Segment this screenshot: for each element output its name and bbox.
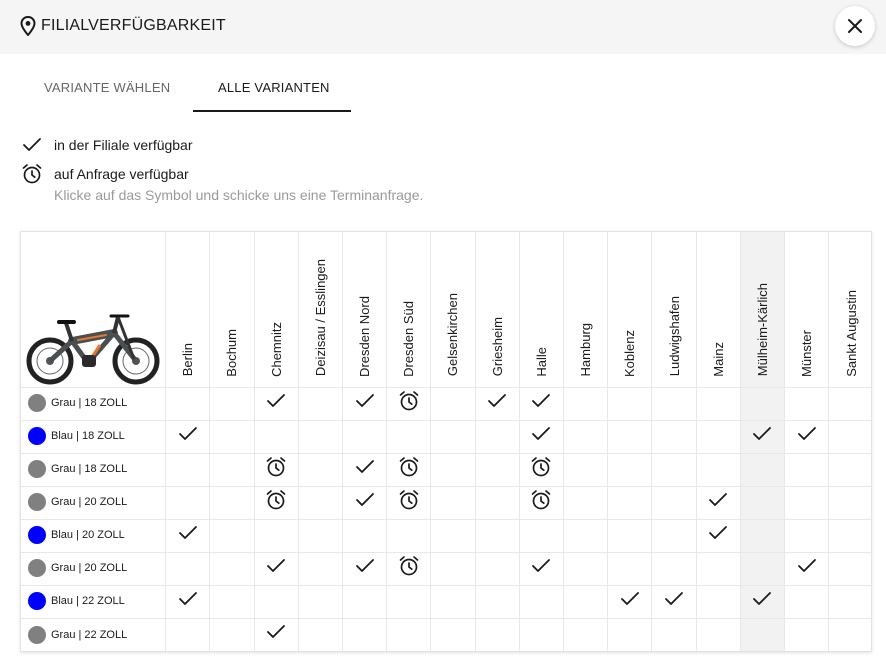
checkmark-icon: [797, 426, 817, 447]
checkmark-icon: [355, 459, 375, 480]
availability-cell: [519, 552, 563, 585]
availability-cell: [740, 420, 784, 453]
table-row: [21, 486, 872, 519]
availability-cell: [254, 420, 298, 453]
availability-cell: [431, 486, 475, 519]
availability-cell: [298, 387, 342, 420]
availability-cell: [298, 519, 342, 552]
availability-cell: [740, 486, 784, 519]
availability-cell: [564, 420, 608, 453]
availability-cell: [785, 387, 829, 420]
availability-table: [20, 231, 872, 652]
availability-cell: [342, 585, 386, 618]
checkmark-icon: [22, 137, 42, 153]
availability-cell: [475, 585, 519, 618]
availability-cell: [475, 420, 519, 453]
store-header-dresden-sued: [387, 232, 431, 387]
availability-cell: [431, 420, 475, 453]
availability-cell: [475, 486, 519, 519]
availability-cell: [829, 585, 872, 618]
product-image-cell: [21, 232, 166, 387]
availability-cell: [166, 486, 210, 519]
availability-cell: [652, 420, 696, 453]
store-name: Mainz: [710, 341, 726, 377]
availability-cell: [210, 453, 254, 486]
availability-cell: [254, 486, 298, 519]
store-header-sankt-augustin: [829, 232, 872, 387]
availability-cell: [519, 387, 563, 420]
variant-cell: [21, 420, 166, 453]
alarm-clock-icon[interactable]: [398, 456, 420, 483]
availability-cell: [785, 420, 829, 453]
legend-on-request-note: Klicke auf das Symbol und schicke uns eine Terminanfrage.: [54, 187, 424, 203]
availability-cell: [475, 387, 519, 420]
color-swatch: [28, 559, 46, 577]
availability-cell: [829, 552, 872, 585]
availability-cell: [298, 420, 342, 453]
color-swatch: [28, 427, 46, 445]
availability-cell: [519, 519, 563, 552]
availability-cell: [519, 486, 563, 519]
availability-cell: [652, 519, 696, 552]
e-bike-image: [26, 311, 160, 387]
availability-cell: [652, 618, 696, 651]
availability-cell: [740, 618, 784, 651]
checkmark-icon: [178, 426, 198, 447]
availability-cell: [254, 618, 298, 651]
availability-cell: [387, 618, 431, 651]
availability-cell: [519, 618, 563, 651]
availability-cell: [652, 387, 696, 420]
availability-cell: [564, 387, 608, 420]
availability-cell: [696, 420, 740, 453]
checkmark-icon: [708, 492, 728, 513]
availability-cell: [342, 552, 386, 585]
store-header-bochum: [210, 232, 254, 387]
availability-cell: [210, 387, 254, 420]
availability-cell: [387, 519, 431, 552]
availability-cell: [431, 585, 475, 618]
availability-cell: [608, 519, 652, 552]
availability-cell: [829, 486, 872, 519]
availability-cell: [519, 453, 563, 486]
availability-cell: [475, 552, 519, 585]
availability-cell: [740, 585, 784, 618]
availability-cell: [475, 618, 519, 651]
availability-cell: [342, 618, 386, 651]
modal-title: FILIALVERFÜGBARKEIT: [41, 17, 226, 34]
availability-cell: [387, 486, 431, 519]
availability-cell: [608, 585, 652, 618]
availability-cell: [696, 585, 740, 618]
availability-cell: [342, 453, 386, 486]
tab-variante-waehlen[interactable]: VARIANTE WÄHLEN: [44, 80, 171, 95]
availability-cell: [166, 519, 210, 552]
availability-cell: [829, 618, 872, 651]
checkmark-icon: [266, 624, 286, 645]
modal-header: [0, 0, 886, 54]
alarm-clock-icon[interactable]: [265, 489, 287, 516]
store-header-koblenz: [608, 232, 652, 387]
availability-cell: [785, 585, 829, 618]
checkmark-icon: [487, 393, 507, 414]
availability-cell: [519, 585, 563, 618]
checkmark-icon: [355, 558, 375, 579]
availability-cell: [696, 453, 740, 486]
alarm-clock-icon: [21, 163, 43, 185]
availability-cell: [519, 420, 563, 453]
table-row: [21, 519, 872, 552]
availability-cell: [696, 387, 740, 420]
store-header-griesheim: [475, 232, 519, 387]
close-button[interactable]: [835, 6, 875, 46]
store-name: Gelsenkirchen: [445, 293, 461, 377]
availability-cell: [652, 453, 696, 486]
availability-cell: [387, 552, 431, 585]
availability-cell: [608, 486, 652, 519]
store-name: Sankt Augustin: [843, 289, 859, 377]
availability-cell: [166, 387, 210, 420]
availability-cell: [431, 552, 475, 585]
availability-cell: [431, 618, 475, 651]
alarm-clock-icon[interactable]: [530, 456, 552, 483]
variant-label: Blau | 18 ZOLL: [51, 430, 125, 443]
store-header-muenster: [785, 232, 829, 387]
variant-label: Grau | 18 ZOLL: [51, 463, 128, 476]
checkmark-icon: [708, 525, 728, 546]
table-row: [21, 387, 872, 420]
availability-cell: [298, 453, 342, 486]
availability-cell: [342, 519, 386, 552]
availability-cell: [564, 585, 608, 618]
availability-cell: [342, 486, 386, 519]
variant-label: Grau | 20 ZOLL: [51, 562, 128, 575]
color-swatch: [28, 592, 46, 610]
checkmark-icon: [266, 558, 286, 579]
variant-cell: [21, 585, 166, 618]
availability-cell: [431, 519, 475, 552]
checkmark-icon: [752, 426, 772, 447]
variant-cell: [21, 519, 166, 552]
availability-cell: [210, 618, 254, 651]
tab-alle-varianten[interactable]: ALLE VARIANTEN: [218, 80, 330, 95]
alarm-clock-icon[interactable]: [398, 390, 420, 417]
availability-cell: [254, 519, 298, 552]
store-name: Münster: [799, 329, 815, 377]
store-name: Halle: [533, 346, 549, 377]
availability-cell: [166, 585, 210, 618]
color-swatch: [28, 526, 46, 544]
availability-cell: [564, 453, 608, 486]
store-name: Chemnitz: [268, 321, 284, 377]
store-name: Koblenz: [622, 329, 638, 377]
store-header-muelheim-kaerlich: [740, 232, 784, 387]
availability-cell: [564, 552, 608, 585]
checkmark-icon: [355, 393, 375, 414]
variant-cell: [21, 453, 166, 486]
checkmark-icon: [178, 591, 198, 612]
availability-cell: [696, 486, 740, 519]
availability-cell: [475, 519, 519, 552]
availability-cell: [608, 453, 652, 486]
legend-on-request-text: auf Anfrage verfügbar: [54, 166, 189, 182]
active-tab-indicator: [193, 110, 351, 112]
variant-label: Grau | 20 ZOLL: [51, 496, 128, 509]
checkmark-icon: [178, 525, 198, 546]
table-row: [21, 618, 872, 651]
availability-cell: [829, 453, 872, 486]
availability-cell: [829, 387, 872, 420]
availability-cell: [166, 618, 210, 651]
store-name: Hamburg: [578, 323, 594, 377]
availability-cell: [475, 453, 519, 486]
availability-cell: [298, 486, 342, 519]
availability-cell: [564, 618, 608, 651]
variant-cell: [21, 552, 166, 585]
availability-cell: [254, 585, 298, 618]
availability-cell: [608, 420, 652, 453]
availability-cell: [652, 486, 696, 519]
availability-cell: [696, 552, 740, 585]
availability-cell: [785, 486, 829, 519]
availability-cell: [387, 420, 431, 453]
availability-cell: [652, 585, 696, 618]
checkmark-icon: [266, 393, 286, 414]
checkmark-icon: [664, 591, 684, 612]
store-header-halle: [519, 232, 563, 387]
table-row: [21, 420, 872, 453]
checkmark-icon: [797, 558, 817, 579]
store-header-mainz: [696, 232, 740, 387]
availability-cell: [387, 387, 431, 420]
store-header-dresden-nord: [342, 232, 386, 387]
color-swatch: [28, 394, 46, 412]
availability-cell: [254, 453, 298, 486]
availability-cell: [652, 552, 696, 585]
checkmark-icon: [620, 591, 640, 612]
color-swatch: [28, 626, 46, 644]
availability-cell: [210, 519, 254, 552]
checkmark-icon: [531, 426, 551, 447]
availability-cell: [166, 420, 210, 453]
store-header-deizisau-esslingen: [298, 232, 342, 387]
availability-cell: [740, 453, 784, 486]
availability-cell: [254, 387, 298, 420]
legend-available-text: in der Filiale verfügbar: [54, 137, 193, 153]
availability-cell: [387, 585, 431, 618]
variant-cell: [21, 618, 166, 651]
availability-cell: [166, 453, 210, 486]
store-header-chemnitz: [254, 232, 298, 387]
availability-cell: [696, 519, 740, 552]
availability-cell: [785, 552, 829, 585]
table-row: [21, 453, 872, 486]
availability-cell: [431, 453, 475, 486]
store-name: Ludwigshafen: [666, 296, 682, 377]
checkmark-icon: [355, 492, 375, 513]
close-icon: [847, 18, 863, 34]
availability-cell: [785, 519, 829, 552]
checkmark-icon: [531, 393, 551, 414]
store-header-hamburg: [564, 232, 608, 387]
availability-cell: [298, 585, 342, 618]
availability-cell: [696, 618, 740, 651]
store-name: Berlin: [180, 343, 196, 377]
store-name: Griesheim: [489, 317, 505, 377]
store-name: Deizisau / Esslingen: [312, 259, 328, 377]
variant-label: Grau | 18 ZOLL: [51, 397, 128, 410]
variant-label: Blau | 20 ZOLL: [51, 529, 125, 542]
availability-cell: [298, 552, 342, 585]
variant-label: Blau | 22 ZOLL: [51, 595, 125, 608]
checkmark-icon: [752, 591, 772, 612]
availability-cell: [166, 552, 210, 585]
availability-cell: [829, 519, 872, 552]
store-name: Dresden Nord: [357, 295, 373, 377]
alarm-clock-icon[interactable]: [265, 456, 287, 483]
location-pin-icon: [20, 16, 36, 36]
alarm-clock-icon[interactable]: [530, 489, 552, 516]
availability-cell: [254, 552, 298, 585]
store-name: Bochum: [224, 328, 240, 377]
color-swatch: [28, 493, 46, 511]
store-header-gelsenkirchen: [431, 232, 475, 387]
availability-cell: [829, 420, 872, 453]
table-row: [21, 585, 872, 618]
alarm-clock-icon[interactable]: [398, 555, 420, 582]
availability-cell: [210, 552, 254, 585]
checkmark-icon: [531, 558, 551, 579]
store-header-berlin: [166, 232, 210, 387]
availability-cell: [342, 387, 386, 420]
availability-cell: [210, 486, 254, 519]
variant-cell: [21, 387, 166, 420]
availability-cell: [608, 618, 652, 651]
store-name: Dresden Süd: [401, 300, 417, 377]
availability-cell: [298, 618, 342, 651]
variant-label: Grau | 22 ZOLL: [51, 628, 128, 641]
availability-cell: [342, 420, 386, 453]
availability-cell: [210, 420, 254, 453]
availability-cell: [387, 453, 431, 486]
availability-cell: [785, 453, 829, 486]
availability-cell: [608, 387, 652, 420]
store-name: Mülheim-Kärlich: [754, 283, 770, 377]
availability-cell: [564, 486, 608, 519]
availability-cell: [431, 387, 475, 420]
availability-cell: [785, 618, 829, 651]
alarm-clock-icon[interactable]: [398, 489, 420, 516]
availability-cell: [740, 552, 784, 585]
color-swatch: [28, 460, 46, 478]
availability-cell: [740, 387, 784, 420]
availability-cell: [564, 519, 608, 552]
availability-cell: [210, 585, 254, 618]
store-header-ludwigshafen: [652, 232, 696, 387]
availability-cell: [740, 519, 784, 552]
table-row: [21, 552, 872, 585]
variant-cell: [21, 486, 166, 519]
availability-cell: [608, 552, 652, 585]
